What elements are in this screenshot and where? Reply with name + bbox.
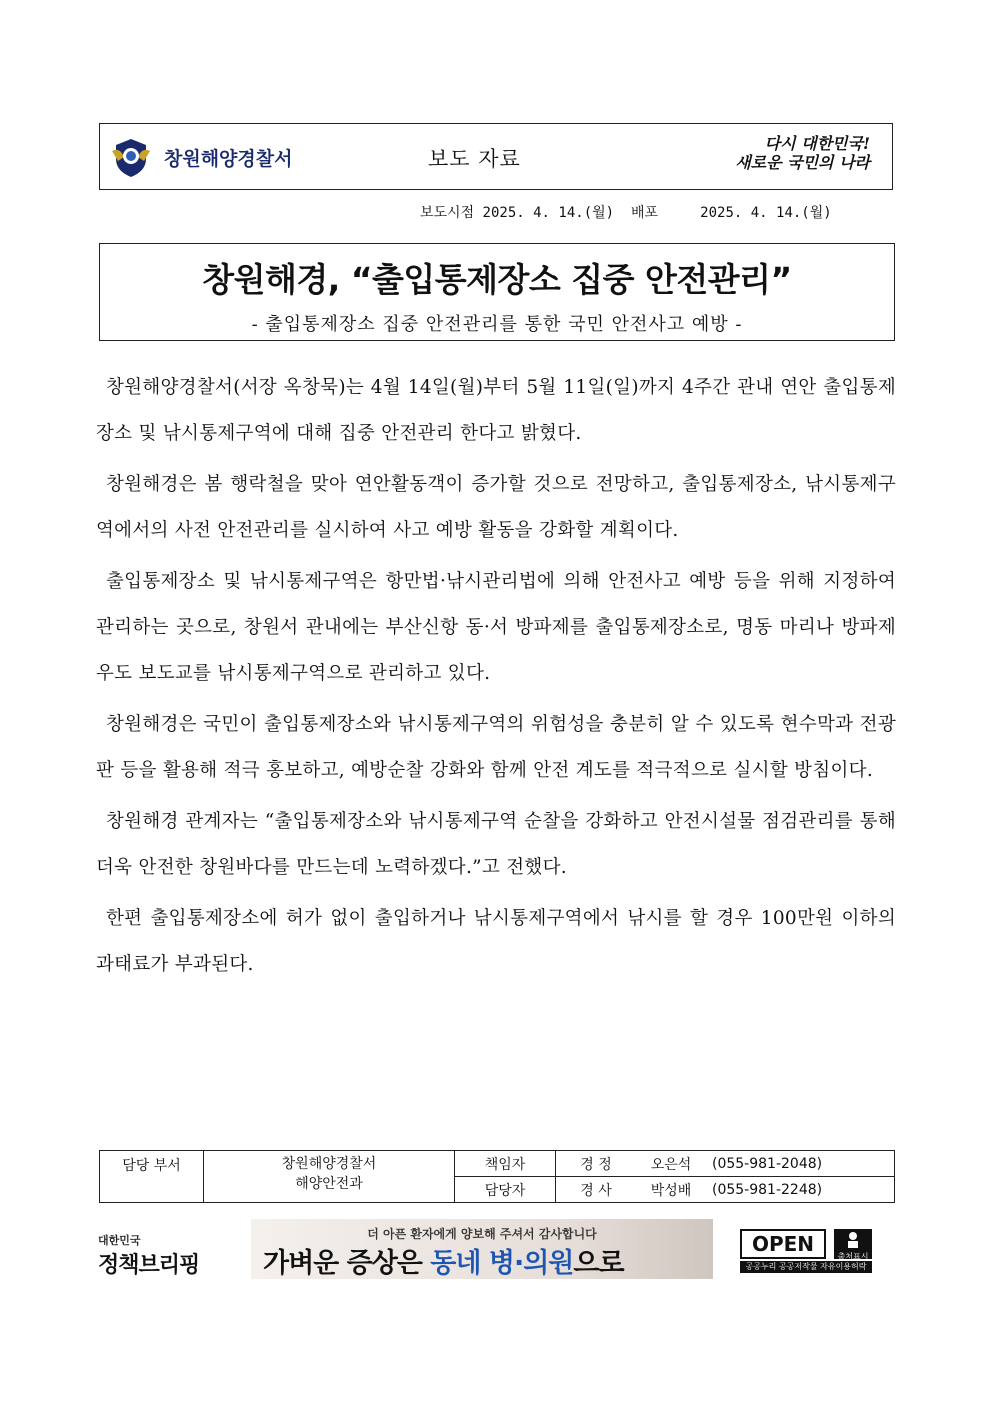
banner-main-b: 동네 병·의원 xyxy=(430,1248,574,1279)
dept-line2: 해양안전과 xyxy=(295,1176,363,1192)
logo-big-text: 정책브리핑 xyxy=(98,1253,200,1278)
title-box xyxy=(99,243,895,341)
banner-main-a: 가벼운 증상은 xyxy=(263,1248,431,1279)
name-cell: 오은석 xyxy=(636,1151,706,1177)
paragraph: 창원해경은 봄 행락철을 맞아 연안활동객이 증가할 것으로 전망하고, 출입통제장소, 낚시통제구역에서의 사전 안전관리를 실시하여 사고 예방 활동을 강화할 계획이다. xyxy=(96,474,896,541)
open-label: OPEN xyxy=(740,1229,826,1259)
dept-line1: 창원해양경찰서 xyxy=(281,1156,377,1172)
person-icon xyxy=(834,1229,872,1249)
policy-briefing-logo xyxy=(98,1232,208,1279)
phone-cell: (055-981-2048) xyxy=(706,1151,895,1177)
release-dates xyxy=(420,202,832,222)
rank-cell: 경 사 xyxy=(556,1177,637,1203)
role-cell: 책임자 xyxy=(455,1151,556,1177)
page-subtitle: - 출입통제장소 집중 안전관리를 통한 국민 안전사고 예방 - xyxy=(251,314,743,335)
police-emblem-icon xyxy=(110,137,152,179)
paragraph: 창원해경은 국민이 출입통제장소와 낚시통제구역의 위험성을 충분히 알 수 있도록 현수막과 전광판 등을 활용해 적극 홍보하고, 예방순찰 강화와 함께 안전 계도를 적극적으로 실시할 방침이다. xyxy=(96,714,896,781)
release-date: 2025. 4. 14.(월) xyxy=(482,205,615,221)
table-row xyxy=(100,1151,895,1177)
paragraph: 한편 출입통제장소에 허가 없이 출입하거나 낚시통제구역에서 낚시를 할 경우 100만원 이하의 과태료가 부과된다. xyxy=(96,908,896,975)
paragraph: 출입통제장소 및 낚시통제구역은 항만법·낚시관리법에 의해 안전사고 예방 등을 위해 지정하여 관리하는 곳으로, 창원서 관내에는 부산신항 동·서 방파제를 출입통제장소로, 명동 마리나 방파제 우도 보도교를 낚시통제구역으로 관리하고 있다. xyxy=(96,571,896,684)
rank-cell: 경 정 xyxy=(556,1151,637,1177)
header-box xyxy=(99,123,893,190)
role-cell: 담당자 xyxy=(455,1177,556,1203)
article-body xyxy=(96,365,896,993)
phone-cell: (055-981-2248) xyxy=(706,1177,895,1203)
banner-main-c: 으로 xyxy=(573,1248,624,1279)
open-badge-text: 출처표시 xyxy=(837,1252,869,1261)
distribute-label: 배포 xyxy=(630,205,658,221)
campaign-banner xyxy=(251,1219,713,1279)
distribute-date: 2025. 4. 14.(월) xyxy=(700,205,832,221)
paragraph: 창원해양경찰서(서장 옥창묵)는 4월 14일(월)부터 5월 11일(일)까지 4주간 관내 연안 출입통제장소 및 낚시통제구역에 대해 집중 안전관리 한다고 밝혔다. xyxy=(96,377,896,444)
open-bottom-text: 공공누리 공공저작물 자유이용허락 xyxy=(740,1261,872,1273)
logo-small-text: 대한민국 xyxy=(98,1234,141,1247)
banner-main-text xyxy=(263,1241,624,1280)
release-label: 보도시점 xyxy=(420,205,475,221)
slogan-line2: 새로운 국민의 나라 xyxy=(735,153,870,172)
open-license-badge xyxy=(740,1229,872,1273)
slogan xyxy=(670,134,870,172)
contact-table xyxy=(99,1150,895,1203)
doc-type: 보도 자료 xyxy=(428,147,521,171)
paragraph: 창원해경 관계자는 “출입통제장소와 낚시통제구역 순찰을 강화하고 안전시설물 점검관리를 통해 더욱 안전한 창원바다를 만드는데 노력하겠다.”고 전했다. xyxy=(96,811,896,878)
banner-top-text: 더 아픈 환자에게 양보해 주셔서 감사합니다 xyxy=(367,1227,597,1241)
dept-name xyxy=(204,1151,455,1203)
org-name: 창원해양경찰서 xyxy=(164,148,293,170)
page-title: 창원해경, “출입통제장소 집중 안전관리” xyxy=(202,260,792,299)
name-cell: 박성배 xyxy=(636,1177,706,1203)
dept-label: 담당 부서 xyxy=(100,1151,204,1203)
slogan-line1: 다시 대한민국! xyxy=(764,134,870,153)
attribution-icon xyxy=(834,1229,872,1259)
